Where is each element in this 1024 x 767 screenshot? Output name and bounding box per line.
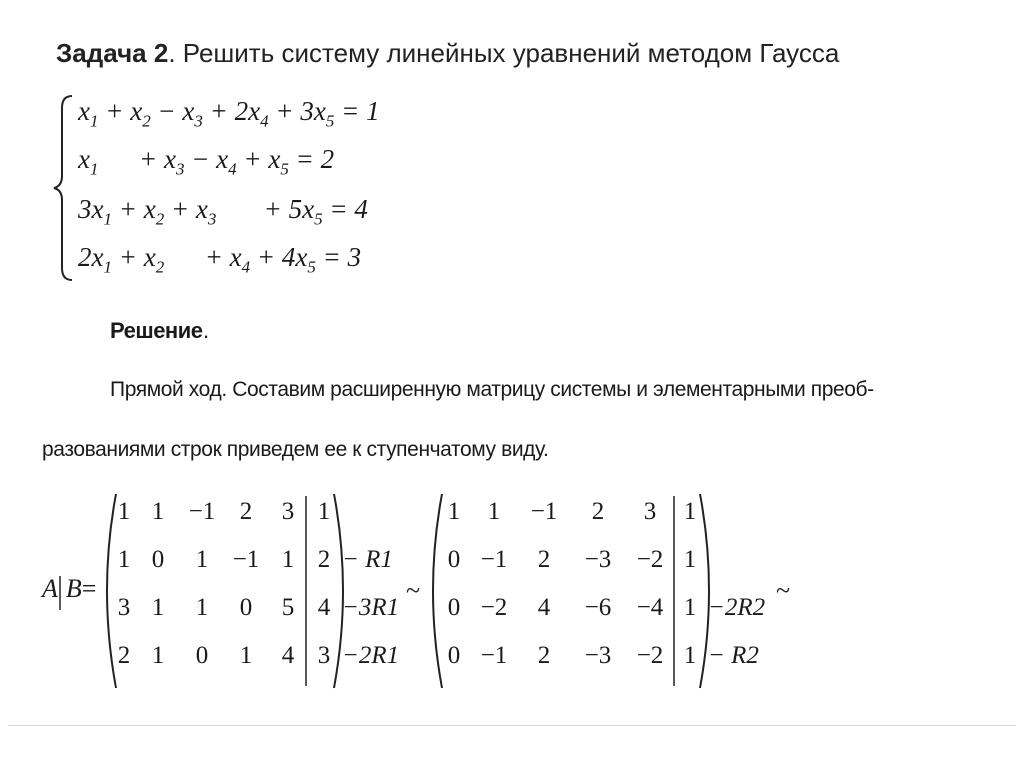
matrix-element: −1 (232, 546, 260, 573)
equation-term: − x (184, 144, 229, 174)
equation-term: + 4x (250, 242, 308, 272)
matrix-element: 2 (537, 642, 551, 669)
matrix-element: 1 (487, 498, 501, 525)
matrix-element: −1 (530, 498, 558, 525)
matrix-element: 5 (281, 594, 295, 621)
equivalence-tilde-1: ~ (406, 576, 421, 605)
equation-term: = 1 (334, 96, 380, 126)
matrix-element: −2 (636, 546, 664, 573)
equation-subscript: 2 (142, 111, 151, 131)
equation-subscript: 1 (103, 257, 112, 277)
equation-subscript: 1 (89, 159, 99, 179)
equation-subscript: 2 (155, 257, 165, 277)
matrix-element: 1 (117, 498, 131, 525)
equation-term: + x (111, 194, 156, 224)
matrix-element: −1 (480, 642, 508, 669)
equation-term: + x (98, 96, 143, 126)
equation-row (78, 144, 334, 179)
matrix-element: 1 (117, 546, 131, 573)
equation-subscript: 4 (228, 159, 237, 179)
equation-subscript: 2 (155, 209, 165, 229)
equation-term: + x (236, 144, 281, 174)
matrix-element: 0 (195, 642, 209, 669)
solution-heading: Решение (110, 318, 203, 343)
matrix-element: 3 (643, 498, 657, 525)
matrix-element: 1 (151, 498, 165, 525)
equation-subscript: 1 (89, 111, 99, 131)
equation-subscript: 5 (314, 209, 323, 229)
matrix-element: −6 (584, 594, 612, 621)
matrix-element: 2 (591, 498, 605, 525)
matrix-element: 4 (317, 594, 331, 621)
equation-subscript: 3 (207, 209, 217, 229)
equation-term: = 4 (322, 194, 368, 224)
label-eq: = (81, 574, 97, 603)
matrix-element: 4 (537, 594, 551, 621)
row-operation: − R2 (708, 642, 759, 669)
equation-term: − x (150, 96, 195, 126)
equation-subscript: 5 (280, 159, 289, 179)
matrix-element: −1 (480, 546, 508, 573)
equation-term: + x (164, 194, 208, 224)
matrix-element: 3 (117, 594, 131, 621)
matrix-element: −2 (480, 594, 508, 621)
matrix-element: 1 (239, 642, 253, 669)
matrix-element: 4 (281, 642, 295, 669)
row-operation: −2R1 (342, 642, 400, 669)
equation-term: + 2x (202, 96, 261, 126)
row-operation: −3R1 (342, 594, 400, 621)
matrix-element: 1 (683, 594, 697, 621)
matrix-element: 1 (683, 546, 697, 573)
equation-subscript: 3 (194, 111, 203, 131)
matrix-element: 1 (195, 594, 209, 621)
equation-row (78, 242, 361, 277)
matrix-element: −1 (188, 498, 216, 525)
matrix-element: −3 (584, 546, 612, 573)
equation-term: x (78, 144, 90, 174)
equation-subscript: 3 (175, 159, 185, 179)
equation-term: 2x (78, 242, 104, 272)
task-text: . Решить систему линейных уравнений методом Гаусса (168, 38, 840, 68)
equation-term: 3x (78, 194, 104, 224)
matrix-element: −4 (636, 594, 664, 621)
matrix-element: 1 (447, 498, 461, 525)
solution-heading-dot: . (203, 318, 210, 343)
equation-term: x (78, 96, 90, 126)
solution-paragraph-line2: разованиями строк приведем ее к ступенчатому виду. (42, 438, 549, 461)
matrix-element: 0 (151, 546, 165, 573)
row-operation: −2R2 (708, 594, 766, 621)
label-b: B (65, 574, 82, 603)
matrix-element: 1 (317, 498, 331, 525)
matrix-element: −2 (636, 642, 664, 669)
matrix-element: 2 (117, 642, 131, 669)
equation-term: = 3 (315, 242, 362, 272)
matrix-element: 1 (683, 498, 697, 525)
equation-term: = 2 (288, 144, 335, 174)
matrix-element: 0 (447, 642, 461, 669)
augmented-matrix-label (42, 574, 96, 604)
matrix-element: 2 (239, 498, 253, 525)
equation-term: + x (111, 242, 156, 272)
matrix-element: 1 (151, 642, 165, 669)
matrix-element: 0 (447, 546, 461, 573)
equation-term: + 3x (268, 96, 326, 126)
matrix-element: −3 (584, 642, 612, 669)
equation-subscript: 4 (241, 257, 251, 277)
row-operation: − R1 (342, 546, 393, 573)
task-label: Задача 2 (56, 38, 169, 68)
matrix-element: 1 (151, 594, 165, 621)
matrix-element: 3 (281, 498, 295, 525)
equation-row (78, 96, 380, 131)
equation-subscript: 1 (103, 209, 112, 229)
equation-subscript: 5 (307, 257, 316, 277)
matrix-element: 0 (447, 594, 461, 621)
matrix-element: 3 (317, 642, 331, 669)
equation-term: + x (164, 242, 242, 272)
equation-subscript: 5 (325, 111, 335, 131)
equation-subscript: 4 (260, 111, 269, 131)
matrix-element: 2 (537, 546, 551, 573)
equation-term: + x (98, 144, 176, 174)
matrix-element: 1 (195, 546, 209, 573)
label-a: A (42, 574, 58, 603)
equation-term: + 5x (216, 194, 315, 224)
system-brace (54, 96, 72, 280)
equation-row (78, 194, 368, 229)
matrix-element: 0 (239, 594, 253, 621)
matrix-element: 2 (317, 546, 331, 573)
matrix-element: 1 (683, 642, 697, 669)
solution-paragraph-line1: Прямой ход. Составим расширенную матрицу системы и элементарными преоб- (110, 378, 874, 401)
equivalence-tilde-2: ~ (776, 576, 791, 605)
matrix-element: 1 (281, 546, 295, 573)
